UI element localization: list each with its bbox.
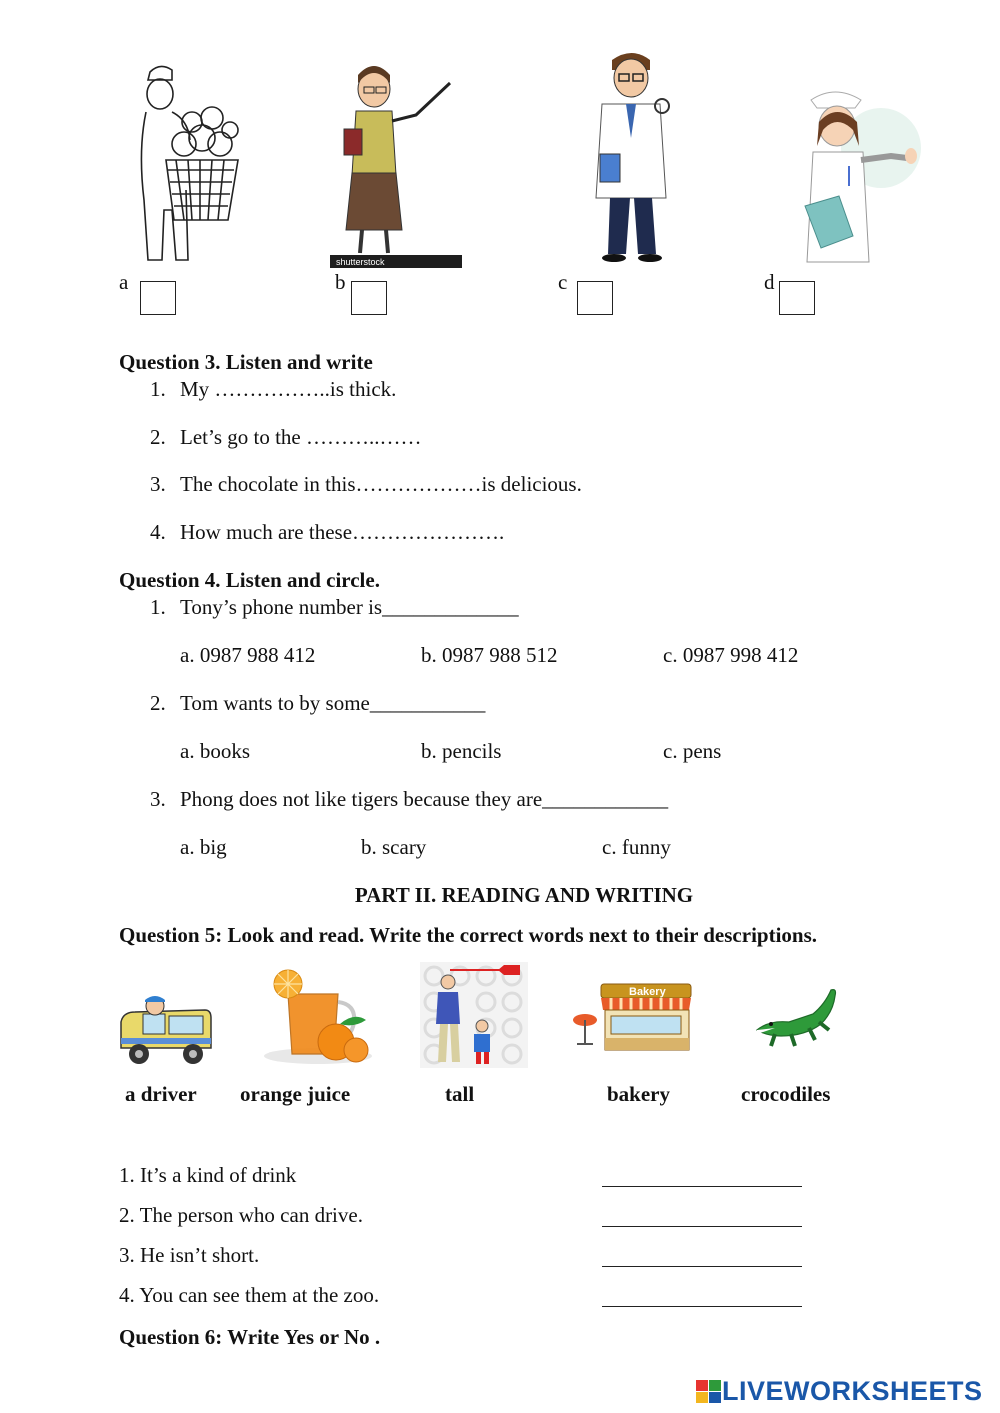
q4-q1-text: Tony’s phone number is_____________ — [180, 595, 519, 619]
q3-item-3-num: 3. — [150, 472, 166, 496]
answer-box-a[interactable] — [140, 281, 176, 315]
q4-q3-option-c[interactable]: c. funny — [602, 835, 671, 859]
q5-answer-line-1[interactable] — [602, 1186, 802, 1187]
q3-item-3[interactable]: The chocolate in this………………is delicious. — [180, 472, 582, 496]
q4-q3-option-b[interactable]: b. scary — [361, 835, 427, 859]
q3-item-1-num: 1. — [150, 377, 166, 401]
farmer-picture — [128, 60, 248, 265]
q3-title: Question 3. Listen and write — [119, 350, 373, 374]
bakery-sign: Bakery — [629, 986, 666, 998]
q4-q2-num: 2. — [150, 691, 166, 715]
q5-description-2: 2. The person who can drive. — [119, 1203, 363, 1227]
q4-q3-text: Phong does not like tigers because they are____________ — [180, 787, 669, 811]
bakery-picture — [571, 980, 695, 1054]
q5-description-1: 1. It’s a kind of drink — [119, 1163, 297, 1187]
picture-label-c: c — [558, 270, 568, 294]
q4-q2-option-c[interactable]: c. pens — [663, 739, 722, 763]
picture-label-d: d — [764, 270, 775, 294]
q5-answer-line-4[interactable] — [602, 1306, 802, 1307]
answer-box-d[interactable] — [779, 281, 815, 315]
q5-description-3: 3. He isn’t short. — [119, 1243, 260, 1267]
q3-item-1[interactable]: My ……………..is thick. — [180, 377, 397, 401]
word-crocodiles: crocodiles — [741, 1082, 831, 1106]
q4-q2-option-a[interactable]: a. books — [180, 739, 250, 763]
q3-item-4-num: 4. — [150, 520, 166, 544]
teacher-picture — [330, 55, 462, 268]
liveworksheets-logo-icon — [696, 1380, 722, 1404]
q4-q2-text: Tom wants to by some___________ — [180, 691, 486, 715]
q4-q1-num: 1. — [150, 595, 166, 619]
q4-q3-num: 3. — [150, 787, 166, 811]
doctor-picture — [588, 48, 678, 266]
picture-label-a: a — [119, 270, 129, 294]
q3-item-2[interactable]: Let’s go to the ………..…… — [180, 425, 422, 449]
q5-answer-line-2[interactable] — [602, 1226, 802, 1227]
q5-answer-line-3[interactable] — [602, 1266, 802, 1267]
driver-picture — [117, 992, 213, 1068]
crocodile-picture — [755, 984, 841, 1050]
tall-picture — [420, 962, 528, 1068]
liveworksheets-logo — [696, 1376, 983, 1407]
q3-item-2-num: 2. — [150, 425, 166, 449]
nurse-picture — [795, 86, 925, 266]
q4-q1-option-b[interactable]: b. 0987 988 512 — [421, 643, 558, 667]
q5-description-4: 4. You can see them at the zoo. — [119, 1283, 380, 1307]
q4-q1-option-a[interactable]: a. 0987 988 412 — [180, 643, 316, 667]
q4-q3-option-a[interactable]: a. big — [180, 835, 227, 859]
orange-juice-picture — [258, 966, 374, 1068]
picture-label-b: b — [335, 270, 346, 294]
word-orange-juice: orange juice — [240, 1082, 351, 1106]
q4-q1-option-c[interactable]: c. 0987 998 412 — [663, 643, 799, 667]
shutterstock-mark: shutterstock — [336, 257, 385, 267]
answer-box-c[interactable] — [577, 281, 613, 315]
q5-title: Question 5: Look and read. Write the correct words next to their descriptions. — [119, 923, 818, 947]
answer-box-b[interactable] — [351, 281, 387, 315]
liveworksheets-logo-text: LIVEWORKSHEETS — [722, 1376, 983, 1406]
q6-title: Question 6: Write Yes or No . — [119, 1325, 381, 1349]
word-tall: tall — [445, 1082, 475, 1106]
part-2-heading: PART II. READING AND WRITING — [354, 883, 694, 907]
q4-title: Question 4. Listen and circle. — [119, 568, 380, 592]
q4-q2-option-b[interactable]: b. pencils — [421, 739, 502, 763]
q3-item-4[interactable]: How much are these…………………. — [180, 520, 505, 544]
word-bakery: bakery — [607, 1082, 670, 1106]
word-a-driver: a driver — [125, 1082, 197, 1106]
